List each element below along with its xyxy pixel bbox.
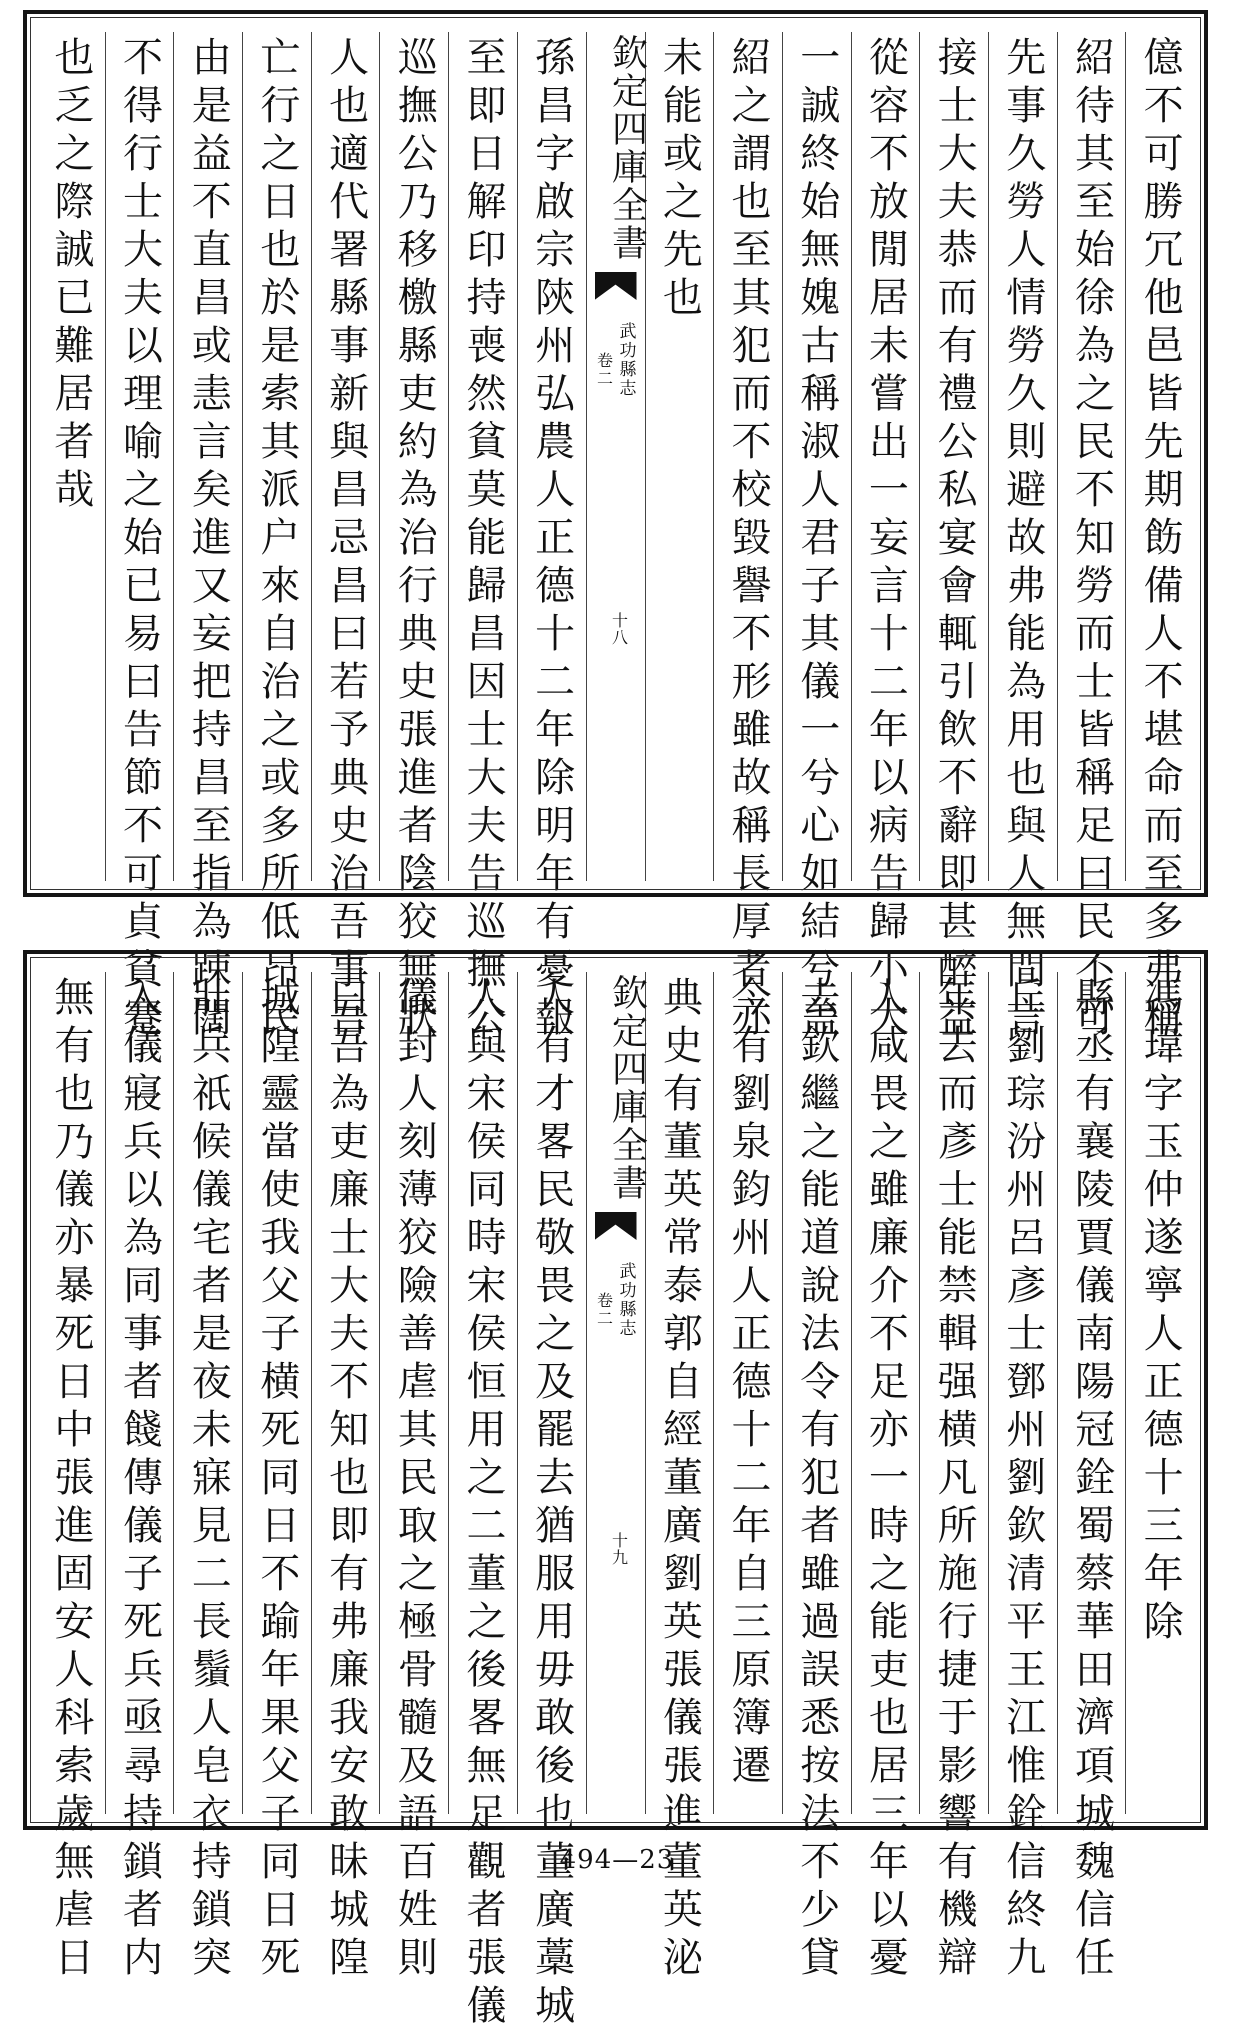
column-text: 人也適代署縣事新與昌忌昌曰若予典史治吾事吾: [322, 36, 369, 1044]
spine-volume: 卷二: [594, 1292, 614, 1328]
column-text: 壯兵祇候儀宅者是夜未寐見二長鬚人皂衣持鎖突: [185, 976, 232, 1984]
text-column: [782, 972, 851, 1984]
column-text: 無有也乃儀亦暴死日中張進固安人科索歲無虐日: [47, 976, 94, 1984]
column-text: 馮瑋字玉仲遂寧人正德十三年除: [1137, 976, 1184, 1648]
column-text: 孫昌字啟宗陝州弘農人正德十二年除明年有憂報: [528, 36, 575, 1044]
text-column: [713, 972, 782, 1814]
column-text: 亡行之日也於是索其派户來自治之或多所低昂民: [253, 36, 300, 1044]
text-column: [1125, 32, 1194, 1044]
column-text: 至即日解印持喪然貧莫能歸昌因士大夫告巡撫公: [459, 36, 506, 1044]
spine-book-title: 武功縣志: [615, 322, 636, 398]
page-number: 494—23: [559, 1845, 675, 1875]
column-text: 巡撫公乃移檄縣吏約為治行典史張進者陰狡無狀: [391, 36, 438, 1044]
column-text: 去欽繼之能道說法令有犯者雖過誤悉按法不少貸: [793, 976, 840, 1984]
column-text: 一誠終始無媿古稱淑人君子其儀一兮心如結兮盖: [793, 36, 840, 1044]
text-column: [1057, 32, 1126, 1044]
text-column: [379, 32, 448, 1044]
text-column: [517, 972, 586, 2032]
text-column: [988, 32, 1057, 1044]
text-column: [448, 32, 517, 1044]
text-column: [782, 32, 851, 1044]
text-column: [173, 32, 242, 1044]
column-text: 今有劉泉鈞州人正德十二年自三原簿遷: [725, 976, 772, 1792]
column-text: 從容不放閒居未嘗出一妄言十二年以病告歸小大: [862, 36, 909, 1044]
column-text: 人有才畧民敬畏之及罷去猶服用毋敢後也董廣藁城: [528, 976, 575, 2032]
column-text: 先事久勞人情勞久則避故弗能為用也與人無間言: [999, 36, 1046, 1044]
text-column: [448, 972, 517, 2032]
text-column: [517, 32, 586, 1044]
text-column: [988, 972, 1057, 1984]
text-column: [379, 972, 448, 1984]
text-column: [311, 972, 380, 1984]
column-text: 人咸畏之雖廉介不足亦一時之能吏也居三年以憂: [862, 976, 909, 1984]
column-text: 典史有董英常泰郭自經董廣劉英張儀張進董英泌: [656, 976, 703, 1984]
text-column: [242, 32, 311, 1044]
text-column: [1057, 972, 1126, 1984]
column-text: 入儀寢兵以為同事者餞傳儀子死兵亟尋持鎖者内: [116, 976, 163, 1984]
column-text: 紹待其至始徐為之民不知勞而士皆稱足曰民不可: [1068, 36, 1115, 1044]
spine-book-title: 武功縣志: [615, 1262, 636, 1338]
text-column: [851, 972, 920, 1984]
spine-title: 欽定四庫全書: [606, 34, 648, 262]
text-column: [713, 32, 782, 1044]
fishtail-mark: [595, 1212, 637, 1240]
text-column: [919, 972, 988, 1984]
top-page-frame: [23, 10, 1208, 1044]
column-text: 億不可勝冗他邑皆先期飭備人不堪命而至多弗稱: [1137, 36, 1184, 1044]
text-column: [1125, 972, 1194, 1814]
column-text: 接士大夫恭而有禮公私宴會輒引飲不辭即甚醉益: [931, 36, 978, 1044]
text-column: [851, 32, 920, 1044]
column-text: 儀封人刻薄狡險善虐其民取之極骨髓及語百姓則: [391, 976, 438, 1984]
column-text: 不得行士大夫以理喻之始已易曰告節不可貞貧蹇: [116, 36, 163, 1044]
spine-column: [586, 972, 648, 1814]
column-text: 丘劉琮汾州呂彥士鄧州劉欽清平王江惟銓信終九: [999, 976, 1046, 1984]
column-text: 紹之謂也至其犯而不校毀譽不形雖故稱長厚者亦: [725, 36, 772, 1044]
text-column: [105, 972, 174, 1984]
spine-title: 欽定四庫全書: [606, 974, 648, 1202]
text-column: [919, 32, 988, 1044]
column-text: 年去而彥士能禁輯强横凡所施行捷于影響有機辯: [931, 976, 978, 1984]
text-column: [645, 972, 714, 1984]
text-column: [242, 972, 311, 1984]
column-text: 縣丞有襄陵賈儀南陽冠銓蜀蔡華田濟項城魏信任: [1068, 976, 1115, 1984]
text-column: [105, 32, 174, 1044]
top-page-columns: [37, 32, 1194, 1044]
fishtail-mark: [595, 272, 637, 300]
text-column: [311, 32, 380, 1044]
spine-page-number: 十八: [609, 612, 629, 646]
text-column: [37, 972, 105, 1984]
text-column: [645, 32, 714, 881]
spine-column: [586, 32, 648, 881]
column-text: 人與宋侯同時宋侯恒用之二董之後畧無足觀者張儀: [459, 976, 506, 2032]
text-column: [173, 972, 242, 1984]
column-text: 曰吾為吏廉士大夫不知也即有弗廉我安敢昧城隍: [322, 976, 369, 1984]
column-text: 也乏之際誠已難居者哉: [47, 36, 94, 516]
text-column: [37, 32, 105, 881]
column-text: 由是益不直昌或恚言矣進又妄把持昌至指為踈闊: [185, 36, 232, 1044]
column-text: 未能或之先也: [656, 36, 703, 324]
spine-volume: 卷二: [594, 352, 614, 388]
column-text: 城隍靈當使我父子横死同日不踰年果父子同日死: [253, 976, 300, 1984]
spine-page-number: 十九: [609, 1532, 629, 1566]
